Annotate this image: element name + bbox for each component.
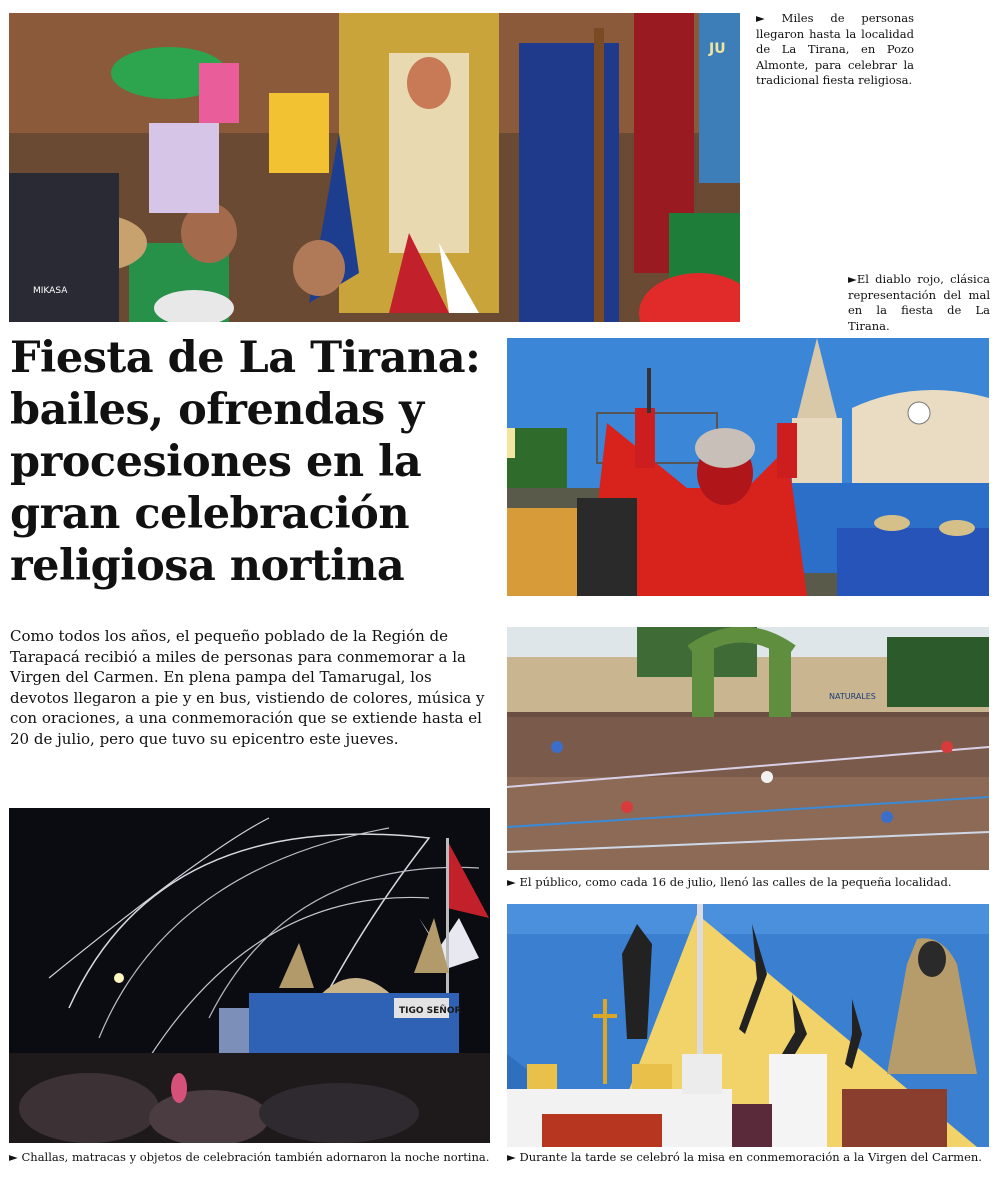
procession-photo <box>9 13 740 322</box>
lede-paragraph: Como todos los años, el pequeño poblado de la Región de Tarapacá recibió a miles de personas para conmemorar a la Virgen del Carmen. En plena pampa del Tamarugal, los devotos llegaron a pie y en bus, vistiendo de colores, música y con oraciones, a una conmemoración que se extiende hasta el 20 de julio, pero que tuvo su epicentro este jueves. <box>10 627 485 748</box>
crowd-shop-sign: NATURALES <box>829 692 876 701</box>
night-banner-sign: TIGO SEÑOR <box>399 1006 462 1016</box>
mass-caption: ► Durante la tarde se celebró la misa en conmemoración a la Virgen del Carmen. <box>507 1150 982 1164</box>
devil-caption: ►El diablo rojo, clásica representación del mal en la fiesta de La Tirana. <box>848 272 990 333</box>
umbrella-sign: MIKASA <box>33 286 68 296</box>
crowd-photo <box>507 627 989 870</box>
night-celebration-photo <box>9 808 490 1143</box>
crowd-caption: ► El público, como cada 16 de julio, llenó las calles de la pequeña localidad. <box>507 875 952 889</box>
headline: Fiesta de La Tirana: bailes, ofrendas y procesiones en la gran celebración religiosa nortina <box>10 333 481 591</box>
procession-caption: ► Miles de personas llegaron hasta la localidad de La Tirana, en Pozo Almonte, para celebrar la tradicional fiesta religiosa. <box>756 11 914 87</box>
banner-letters: JU <box>709 41 726 57</box>
night-caption: ► Challas, matracas y objetos de celebración también adornaron la noche nortina. <box>9 1150 490 1164</box>
devil-dancer-photo <box>507 338 989 596</box>
mass-photo <box>507 904 989 1147</box>
